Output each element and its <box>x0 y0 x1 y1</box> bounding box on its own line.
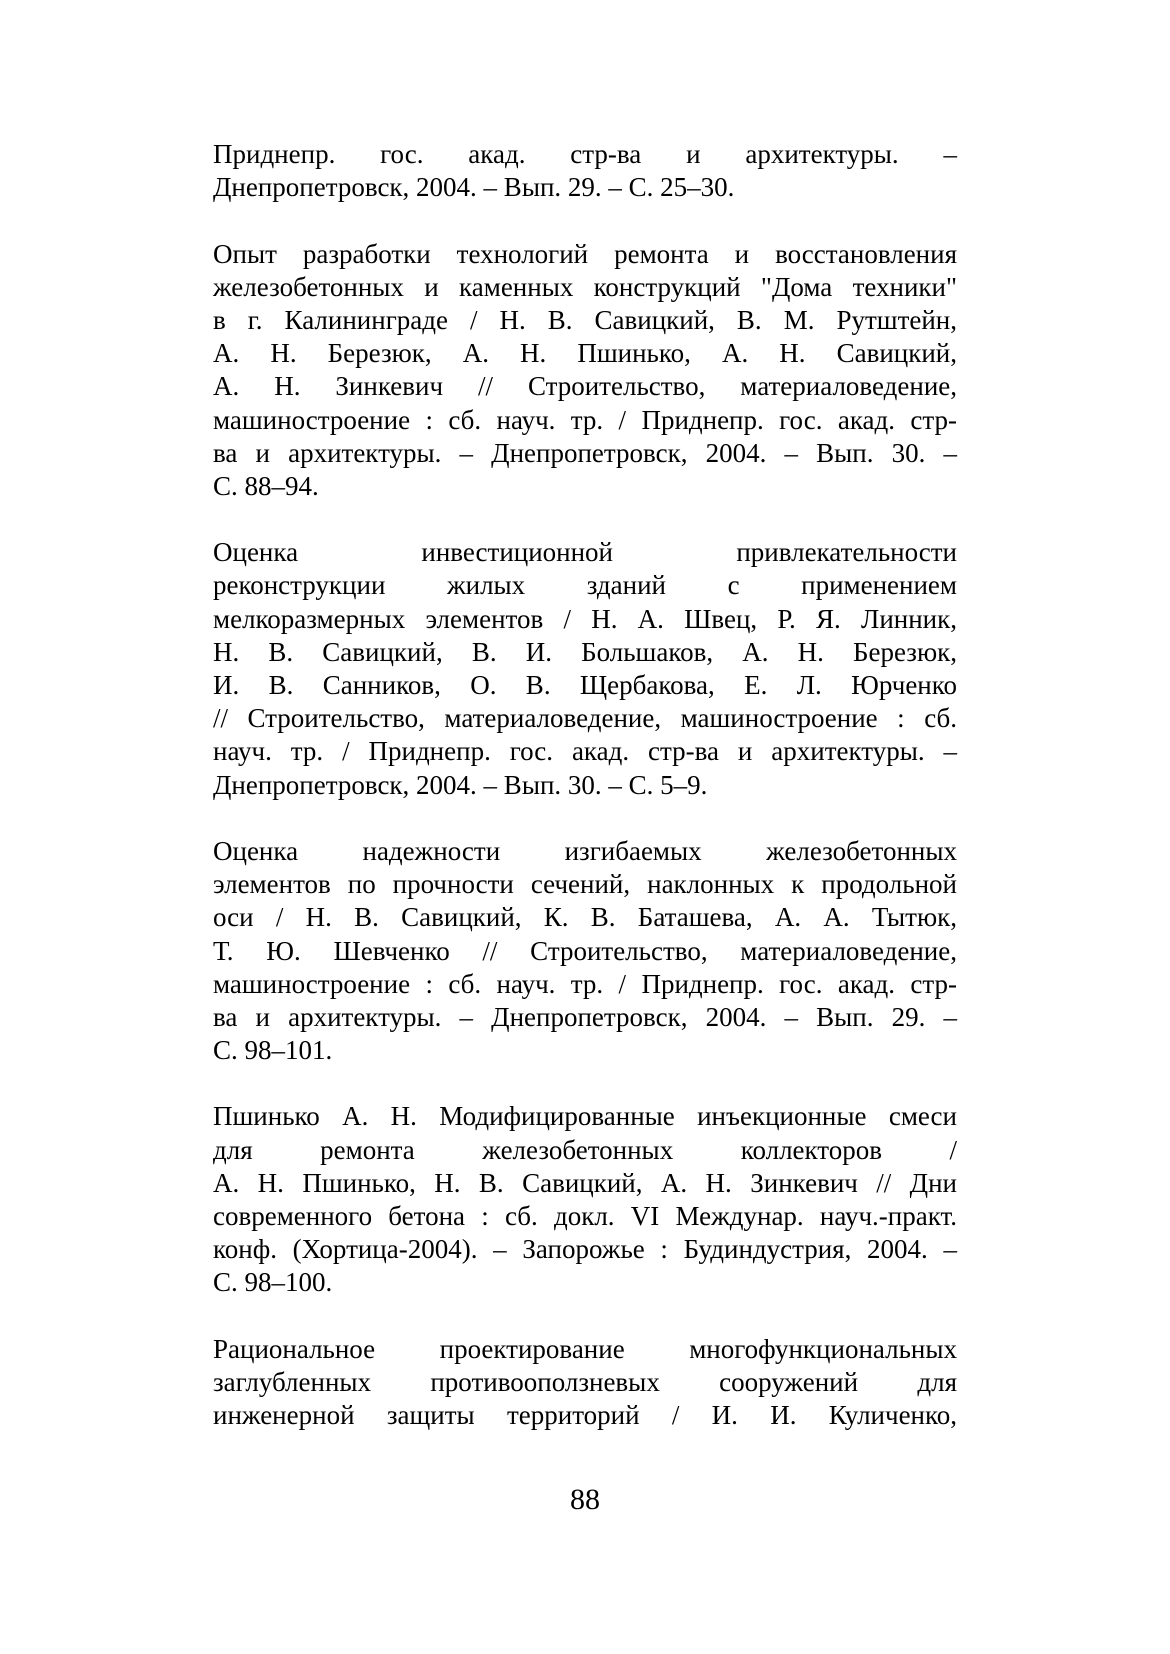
entry-line: И. В. Санников, О. В. Щербакова, Е. Л. Юрченко <box>213 670 957 700</box>
entry-line: реконструкции жилых зданий с применением <box>213 570 957 601</box>
entry-gap <box>213 802 957 835</box>
entry-line: конф. (Хортица-2004). – Запорожье : Будиндустрия, 2004. – <box>213 1234 957 1265</box>
entry-line: А. Н. Пшинько, Н. В. Савицкий, А. Н. Зинкевич // Дни <box>213 1167 957 1198</box>
entry-line: Н. В. Савицкий, В. И. Большаков, А. Н. Березюк, <box>213 636 957 667</box>
entry-line: для ремонта железобетонных коллекторов / <box>213 1134 957 1165</box>
entry-line: Оценка инвестиционной привлекательности <box>213 537 957 568</box>
entry-line: Рациональное проектирование многофункциональных <box>213 1333 957 1364</box>
bibliography-entry-3 <box>213 536 957 802</box>
bibliography-entry-6 <box>213 1333 957 1433</box>
entry-line: Т. Ю. Шевченко // Строительство, материаловедение, <box>213 935 957 966</box>
entry-gap <box>213 503 957 536</box>
entry-line: оси / Н. В. Савицкий, К. В. Баташева, А. А. Тытюк, <box>213 902 957 933</box>
entry-line: заглубленных противооползневых сооружений для <box>213 1366 957 1397</box>
entry-line: С. 88–94. <box>213 470 319 501</box>
entry-line: в г. Калининграде / Н. В. Савицкий, В. М. Рутштейн, <box>213 304 957 335</box>
entry-line: С. 98–100. <box>213 1267 333 1298</box>
entry-line: железобетонных и каменных конструкций "Дома техники" <box>213 271 957 302</box>
entry-line: Приднепр. гос. акад. стр-ва и архитектуры. – <box>213 139 957 169</box>
entry-line: А. Н. Зинкевич // Строительство, материаловедение, <box>213 371 957 402</box>
entry-line: инженерной защиты территорий / И. И. Куличенко, <box>213 1400 957 1431</box>
entry-line: А. Н. Березюк, А. Н. Пшинько, А. Н. Савицкий, <box>213 338 957 369</box>
bibliography-entry-4 <box>213 835 957 1067</box>
entry-line: машиностроение : сб. науч. тр. / Приднепр. гос. акад. стр- <box>213 404 957 435</box>
entry-line: Опыт разработки технологий ремонта и восстановления <box>213 238 957 269</box>
bibliography-list <box>213 138 957 1432</box>
page-number: 88 <box>570 1483 600 1516</box>
entry-line: Днепропетровск, 2004. – Вып. 29. – С. 25–30. <box>213 172 735 203</box>
entry-line: науч. тр. / Приднепр. гос. акад. стр-ва и архитектуры. – <box>213 736 957 767</box>
entry-line: Днепропетровск, 2004. – Вып. 30. – С. 5–9. <box>213 769 708 800</box>
entry-line: машиностроение : сб. науч. тр. / Приднепр. гос. акад. стр- <box>213 968 957 999</box>
entry-line: // Строительство, материаловедение, машиностроение : сб. <box>213 703 957 734</box>
entry-line: ва и архитектуры. – Днепропетровск, 2004. – Вып. 29. – <box>213 1001 957 1032</box>
entry-line: Оценка надежности изгибаемых железобетонных <box>213 835 957 866</box>
entry-line: Пшинько А. Н. Модифицированные инъекционные смеси <box>213 1101 957 1132</box>
entry-line: мелкоразмерных элементов / Н. А. Швец, Р. Я. Линник, <box>213 603 957 634</box>
entry-gap <box>213 204 957 237</box>
entry-gap <box>213 1300 957 1333</box>
entry-line: современного бетона : сб. докл. VI Междунар. науч.-практ. <box>213 1201 957 1231</box>
entry-line: ва и архитектуры. – Днепропетровск, 2004. – Вып. 30. – <box>213 437 957 468</box>
bibliography-entry-5 <box>213 1100 957 1299</box>
entry-line: С. 98–101. <box>213 1035 333 1066</box>
bibliography-entry-1 <box>213 138 957 204</box>
entry-gap <box>213 1067 957 1100</box>
bibliography-entry-2 <box>213 238 957 504</box>
entry-line: элементов по прочности сечений, наклонных к продольной <box>213 869 957 900</box>
